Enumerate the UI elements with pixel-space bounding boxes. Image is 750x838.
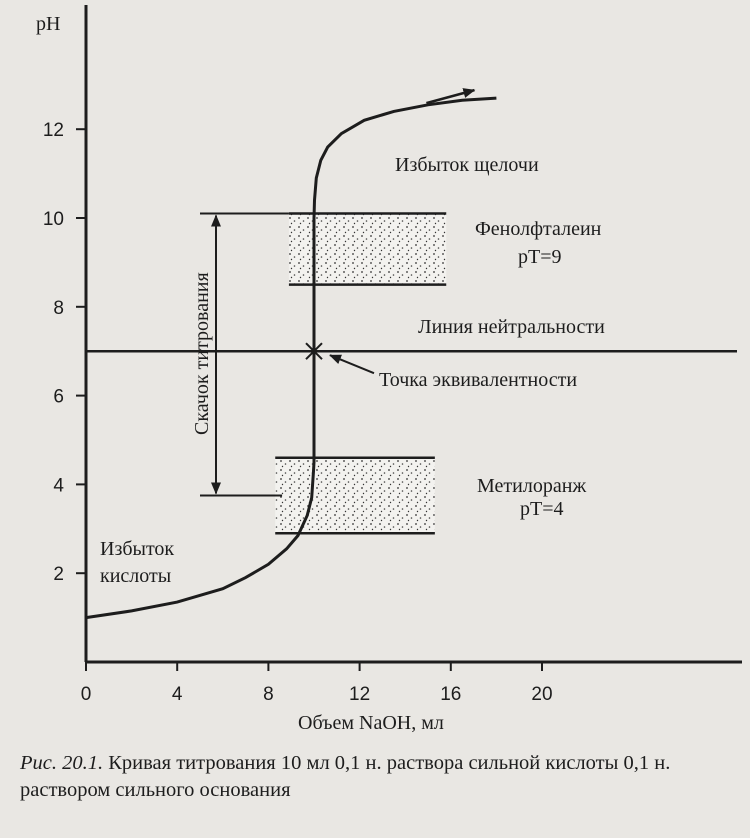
caption-text: Кривая титрования 10 мл 0,1 н. раствора сильной кислоты 0,1 н. раствором сильного основания <box>20 752 671 801</box>
x-tick-label: 12 <box>349 684 371 705</box>
x-axis-label: Объем NaOH, мл <box>298 712 444 734</box>
methyl-orange-pt-label: pT=4 <box>520 498 564 520</box>
excess-alkali-label: Избыток щелочи <box>395 154 539 176</box>
methyl-orange-band <box>275 458 435 533</box>
y-tick-label: 12 <box>42 120 64 142</box>
caption-label: Рис. 20.1. <box>20 752 104 774</box>
y-axis-label: pH <box>36 13 61 35</box>
methyl-orange-label: Метилоранж <box>477 475 587 497</box>
y-tick-label: 2 <box>53 564 64 586</box>
y-tick-label: 8 <box>53 297 64 319</box>
x-tick-label: 0 <box>80 684 92 705</box>
axis-ticks <box>43 120 553 705</box>
excess-acid-label-line2: кислоты <box>100 565 172 587</box>
titration-jump-label: Скачок титрования <box>191 272 213 435</box>
excess-acid-label-line1: Избыток <box>100 538 175 560</box>
phenolphthalein-pt-label: pT=9 <box>518 246 562 268</box>
y-tick-label: 4 <box>53 475 64 497</box>
equivalence-point-label: Точка эквивалентности <box>379 369 578 391</box>
x-tick-label: 8 <box>263 684 274 705</box>
y-tick-label: 10 <box>42 209 64 230</box>
figure-caption <box>20 750 740 804</box>
x-tick-label: 4 <box>171 684 183 705</box>
y-tick-label: 6 <box>53 386 64 408</box>
x-tick-label: 16 <box>440 684 462 705</box>
x-tick-label: 20 <box>531 684 553 705</box>
neutrality-line-label: Линия нейтральности <box>418 316 605 338</box>
phenolphthalein-label: Фенолфталеин <box>475 218 602 240</box>
equivalence-pointer-arrow <box>330 355 374 373</box>
